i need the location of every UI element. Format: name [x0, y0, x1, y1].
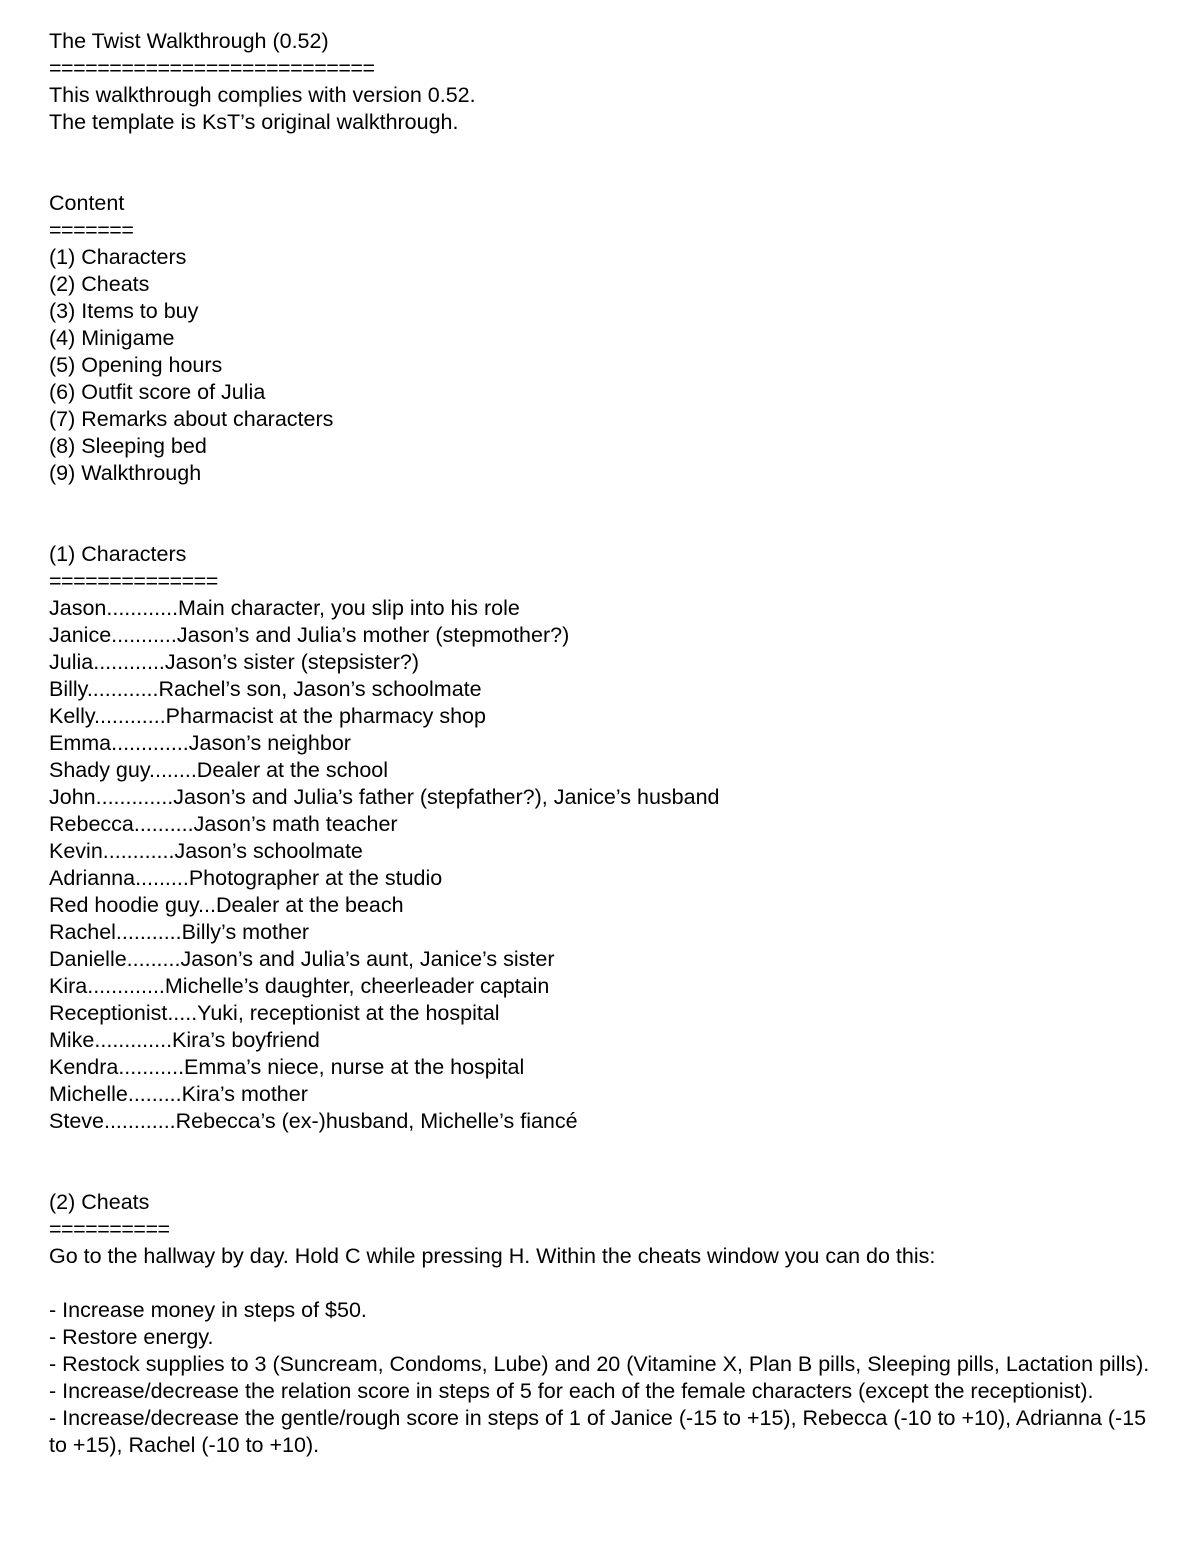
contents-item: (8) Sleeping bed — [49, 434, 207, 458]
character-entry: Janice...........Jason’s and Julia’s mother (stepmother?) — [49, 623, 570, 647]
contents-underline: ======= — [49, 218, 134, 242]
cheats-underline: ========== — [49, 1217, 170, 1241]
contents-item: (2) Cheats — [49, 272, 150, 296]
character-entry: Kevin............Jason’s schoolmate — [49, 839, 363, 863]
character-entry: Kelly............Pharmacist at the pharmacy shop — [49, 704, 486, 728]
character-entry: Receptionist.....Yuki, receptionist at the hospital — [49, 1001, 500, 1025]
cheat-item: - Restock supplies to 3 (Suncream, Condoms, Lube) and 20 (Vitamine X, Plan B pills, Sleeping pills, Lactation pills). — [49, 1352, 1150, 1376]
contents-item: (5) Opening hours — [49, 353, 223, 377]
character-entry: Emma.............Jason’s neighbor — [49, 731, 351, 755]
character-entry: John.............Jason’s and Julia’s father (stepfather?), Janice’s husband — [49, 785, 720, 809]
intro-line: This walkthrough complies with version 0.52. — [49, 83, 476, 107]
contents-item: (3) Items to buy — [49, 299, 199, 323]
character-entry: Rachel...........Billy’s mother — [49, 920, 310, 944]
character-entry: Billy............Rachel’s son, Jason’s schoolmate — [49, 677, 482, 701]
cheat-item: - Increase/decrease the relation score in steps of 5 for each of the female characters (except the receptionist). — [49, 1379, 1094, 1403]
walkthrough-document — [49, 28, 1159, 1459]
cheats-section — [49, 1189, 1159, 1459]
character-entry: Shady guy........Dealer at the school — [49, 758, 389, 782]
character-entry: Danielle.........Jason’s and Julia’s aunt, Janice’s sister — [49, 947, 555, 971]
characters-underline: ============== — [49, 569, 218, 593]
cheats-heading: (2) Cheats — [49, 1190, 150, 1214]
cheat-item: - Increase money in steps of $50. — [49, 1298, 367, 1322]
contents-item: (6) Outfit score of Julia — [49, 380, 266, 404]
character-entry: Mike.............Kira’s boyfriend — [49, 1028, 320, 1052]
character-entry: Julia............Jason’s sister (stepsister?) — [49, 650, 420, 674]
character-entry: Steve............Rebecca’s (ex-)husband, Michelle’s fiancé — [49, 1109, 578, 1133]
contents-item: (9) Walkthrough — [49, 461, 202, 485]
contents-item: (7) Remarks about characters — [49, 407, 334, 431]
character-entry: Red hoodie guy...Dealer at the beach — [49, 893, 404, 917]
contents-item: (1) Characters — [49, 245, 187, 269]
title-underline: =========================== — [49, 56, 375, 80]
cheat-item: - Increase/decrease the gentle/rough score in steps of 1 of Janice (-15 to +15), Rebecca (-10 to +10), Adrianna (-15 to +15), Rachel (-10 to +10). — [49, 1406, 1153, 1457]
characters-heading: (1) Characters — [49, 542, 187, 566]
contents-section — [49, 190, 1159, 487]
cheats-intro: Go to the hallway by day. Hold C while pressing H. Within the cheats window you can do this: — [49, 1244, 936, 1268]
cheat-item: - Restore energy. — [49, 1325, 214, 1349]
character-entry: Jason............Main character, you slip into his role — [49, 596, 520, 620]
character-entry: Rebecca..........Jason’s math teacher — [49, 812, 398, 836]
character-entry: Kendra...........Emma’s niece, nurse at the hospital — [49, 1055, 525, 1079]
character-entry: Michelle.........Kira’s mother — [49, 1082, 308, 1106]
character-entry: Adrianna.........Photographer at the studio — [49, 866, 443, 890]
contents-item: (4) Minigame — [49, 326, 175, 350]
characters-section — [49, 541, 1159, 1135]
intro-line: The template is KsT’s original walkthrough. — [49, 110, 459, 134]
character-entry: Kira.............Michelle’s daughter, cheerleader captain — [49, 974, 550, 998]
contents-heading: Content — [49, 191, 125, 215]
document-title: The Twist Walkthrough (0.52) — [49, 29, 329, 53]
